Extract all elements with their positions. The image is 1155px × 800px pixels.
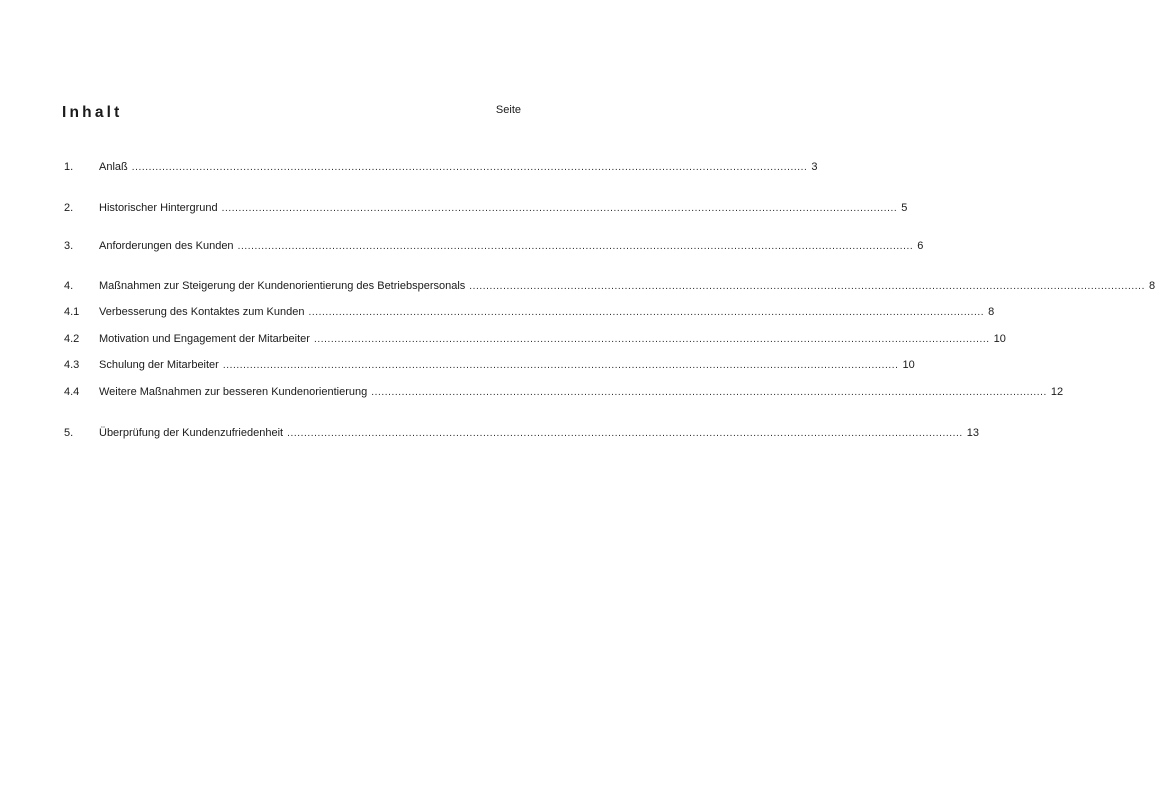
toc-entry-number: 4.4 [64,386,80,398]
toc-entry-label: Weitere Maßnahmen zur besseren Kundenorientierung [99,386,368,398]
toc-entry [64,357,915,373]
leader-dots: ........................................................................................................................................................................................................ [222,360,899,371]
toc-entry-number: 4.2 [64,333,80,345]
toc-entry-number: 4.3 [64,359,80,371]
toc-entry-label: Schulung der Mitarbeiter [99,359,219,371]
toc-entry-page: 12 [1050,386,1064,398]
toc-entry-label: Verbesserung des Kontaktes zum Kunden [99,306,305,318]
toc-entry-page: 6 [917,240,924,252]
leader-dots: ........................................................................................................................................................................................................ [371,387,1047,398]
toc-entry-number: 2. [64,202,74,214]
toc-entry-number: 5. [64,427,74,439]
toc-entry [64,331,1006,347]
leader-dots: ........................................................................................................................................................................................................ [221,203,898,214]
toc-entry [64,425,979,441]
toc-entry [64,200,908,216]
toc-entry-page: 3 [811,161,818,173]
toc-entry-page: 10 [902,359,915,371]
toc-entry [64,278,1155,294]
toc-entry-label: Anforderungen des Kunden [99,240,234,252]
page-title: Inhalt [62,104,123,121]
toc-entry [64,304,995,320]
toc-entry-page: 8 [1148,280,1155,292]
toc-entry-number: 4. [64,280,74,292]
leader-dots: ........................................................................................................................................................................................................ [131,162,808,173]
page-column-label: Seite [495,104,521,116]
toc-entry-number: 3. [64,240,74,252]
toc-entry [64,159,818,175]
leader-dots: ........................................................................................................................................................................................................ [308,307,985,318]
toc-entry-label: Überprüfung der Kundenzufriedenheit [99,427,284,439]
leader-dots: ........................................................................................................................................................................................................ [287,428,963,439]
toc-entry-page: 8 [988,306,995,318]
leader-dots: ........................................................................................................................................................................................................ [469,281,1145,292]
toc-entry-label: Motivation und Engagement der Mitarbeiter [99,333,310,345]
toc-entry-page: 5 [901,202,908,214]
toc-entry-number: 4.1 [64,306,80,318]
toc-entry [64,384,1064,400]
toc-entry-page: 10 [993,333,1006,345]
toc-entry-label: Maßnahmen zur Steigerung der Kundenorientierung des Betriebspersonals [99,280,466,292]
leader-dots: ........................................................................................................................................................................................................ [237,241,914,252]
leader-dots: ........................................................................................................................................................................................................ [313,334,990,345]
toc-entry-page: 13 [966,427,979,439]
toc-entry-label: Historischer Hintergrund [99,202,218,214]
toc-entry-label: Anlaß [99,161,128,173]
toc-entry [64,238,924,254]
toc-entry-number: 1. [64,161,74,173]
